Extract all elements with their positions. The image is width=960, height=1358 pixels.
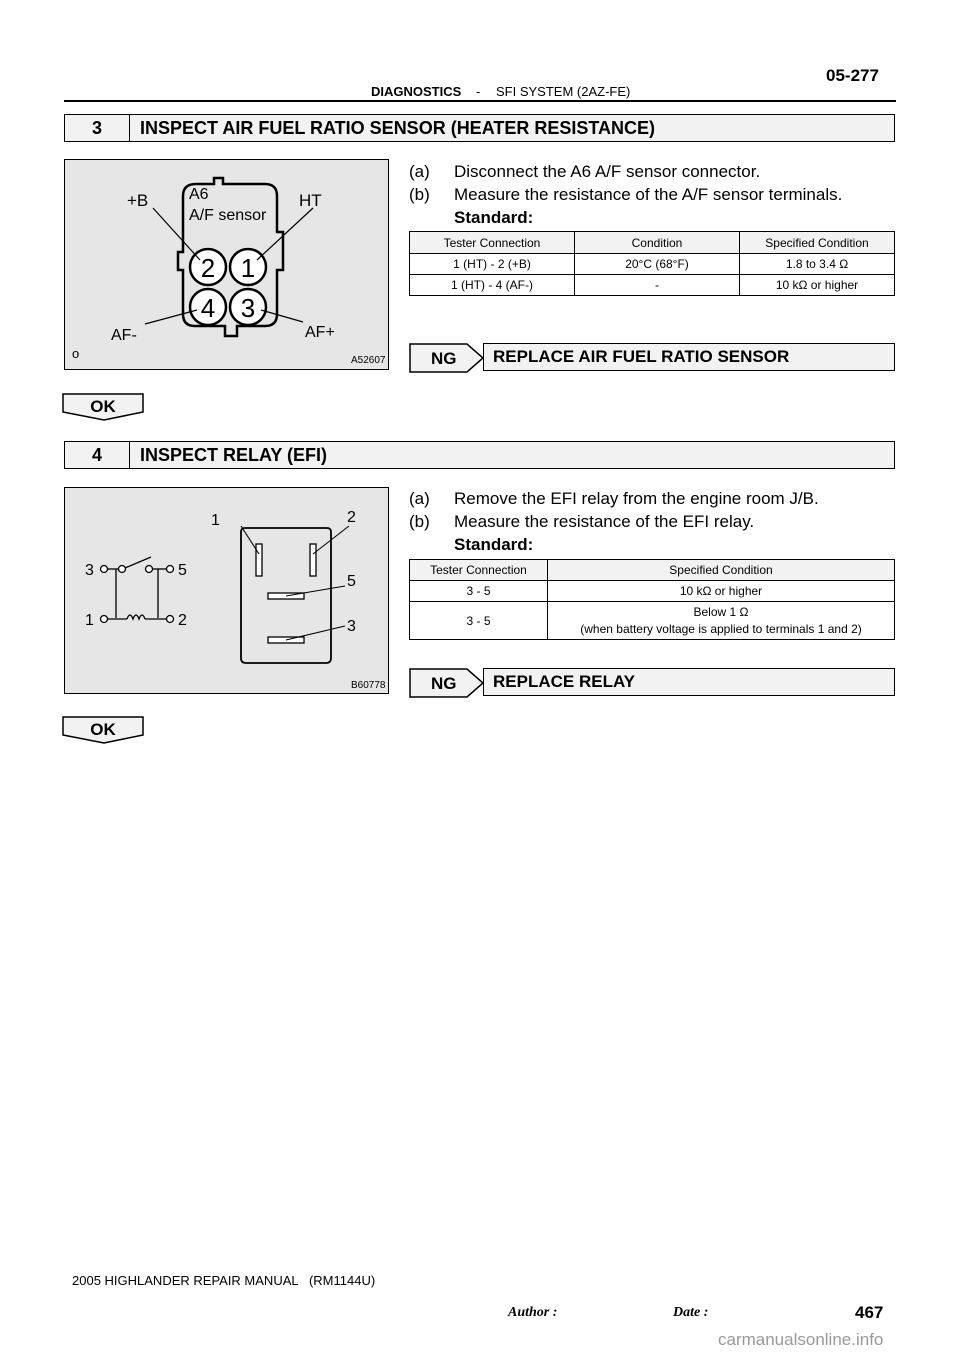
ok-label: OK xyxy=(90,397,116,416)
corner-mark: o xyxy=(72,346,80,361)
relay-diagram xyxy=(65,488,387,692)
af-plus-label: AF+ xyxy=(305,324,335,341)
af-sensor-connector-figure xyxy=(64,159,389,370)
cell-line: Below 1 Ω xyxy=(693,604,749,619)
author-label: Author : xyxy=(508,1305,558,1320)
ng-label: NG xyxy=(431,674,457,693)
relay-spec-table xyxy=(409,559,895,640)
table-row xyxy=(410,602,895,640)
step-title: INSPECT AIR FUEL RATIO SENSOR (HEATER RESISTANCE) xyxy=(140,117,656,138)
pin-3-label: 3 xyxy=(240,293,256,323)
step-number: 3 xyxy=(65,115,130,141)
watermark: carmanualsonline.info xyxy=(718,1330,884,1349)
pin-1-label: 1 xyxy=(240,253,256,283)
page-code: 05-277 xyxy=(826,66,879,85)
b-plus-label: +B xyxy=(127,191,149,210)
date-label: Date : xyxy=(673,1305,709,1320)
schematic-pin-3: 3 xyxy=(85,562,94,579)
table-header: Specified Condition xyxy=(740,232,895,254)
header-dash: - xyxy=(476,84,481,99)
instruction-b-text: Measure the resistance of the EFI relay. xyxy=(454,512,755,531)
instruction-a-text: Disconnect the A6 A/F sensor connector. xyxy=(454,162,761,181)
standard-label: Standard: xyxy=(454,208,534,227)
page-number: 467 xyxy=(855,1303,884,1322)
ng-action-box: REPLACE RELAY xyxy=(483,668,895,696)
instruction-a-label: (a) xyxy=(409,489,430,508)
ok-tab xyxy=(62,715,146,745)
ok-label: OK xyxy=(90,720,116,739)
ng-action-box: REPLACE AIR FUEL RATIO SENSOR xyxy=(483,343,895,371)
standard-label: Standard: xyxy=(454,535,534,554)
ng-label: NG xyxy=(431,349,457,368)
pin-4-label: 4 xyxy=(200,293,216,323)
table-row xyxy=(410,254,895,275)
step-3-header xyxy=(64,114,895,142)
table-header: Tester Connection xyxy=(410,232,575,254)
connector-label: A6 xyxy=(189,186,209,203)
table-cell: 3 - 5 xyxy=(410,581,548,602)
header-rule xyxy=(64,100,896,102)
connector-diagram xyxy=(65,160,387,368)
step-4-header xyxy=(64,441,895,469)
table-cell: 20°C (68°F) xyxy=(575,254,740,275)
table-cell: 3 - 5 xyxy=(410,602,548,640)
instruction-a-label: (a) xyxy=(409,162,430,181)
table-cell: 1.8 to 3.4 Ω xyxy=(740,254,895,275)
table-cell: 1 (HT) - 2 (+B) xyxy=(410,254,575,275)
table-row xyxy=(410,581,895,602)
figure-code: A52607 xyxy=(351,355,386,366)
step-title: INSPECT RELAY (EFI) xyxy=(140,444,328,465)
table-header: Condition xyxy=(575,232,740,254)
sensor-label: A/F sensor xyxy=(189,207,267,224)
table-cell: 10 kΩ or higher xyxy=(548,581,895,602)
efi-relay-figure xyxy=(64,487,389,694)
ng-arrow xyxy=(409,343,487,373)
header-section: DIAGNOSTICS xyxy=(371,84,462,99)
ok-tab xyxy=(62,392,146,422)
terminal-2-label: 2 xyxy=(347,509,356,526)
ng-arrow xyxy=(409,668,487,698)
terminal-1-label: 1 xyxy=(211,512,220,529)
terminal-3-label: 3 xyxy=(347,618,356,635)
schematic-pin-1: 1 xyxy=(85,612,94,629)
table-row xyxy=(410,275,895,296)
instruction-b-text: Measure the resistance of the A/F sensor terminals. xyxy=(454,185,843,204)
schematic-pin-5: 5 xyxy=(178,562,187,579)
terminal-5-label: 5 xyxy=(347,573,356,590)
table-header: Tester Connection xyxy=(410,560,548,581)
cell-line: (when battery voltage is applied to terminals 1 and 2) xyxy=(580,621,862,636)
pin-2-label: 2 xyxy=(200,253,216,283)
instruction-b-label: (b) xyxy=(409,512,430,531)
af-sensor-spec-table xyxy=(409,231,895,296)
step-number: 4 xyxy=(65,442,130,468)
ht-label: HT xyxy=(299,191,322,210)
instruction-a-text: Remove the EFI relay from the engine room J/B. xyxy=(454,489,819,508)
manual-title: 2005 HIGHLANDER REPAIR MANUAL (RM1144U) xyxy=(72,1273,376,1288)
table-cell: 1 (HT) - 4 (AF-) xyxy=(410,275,575,296)
table-cell: 10 kΩ or higher xyxy=(740,275,895,296)
table-cell xyxy=(548,602,895,640)
figure-code: B60778 xyxy=(351,680,386,691)
table-header: Specified Condition xyxy=(548,560,895,581)
table-cell: - xyxy=(575,275,740,296)
header-system: SFI SYSTEM (2AZ-FE) xyxy=(496,84,631,99)
instruction-b-label: (b) xyxy=(409,185,430,204)
af-minus-label: AF- xyxy=(111,327,137,344)
schematic-pin-2: 2 xyxy=(178,612,187,629)
